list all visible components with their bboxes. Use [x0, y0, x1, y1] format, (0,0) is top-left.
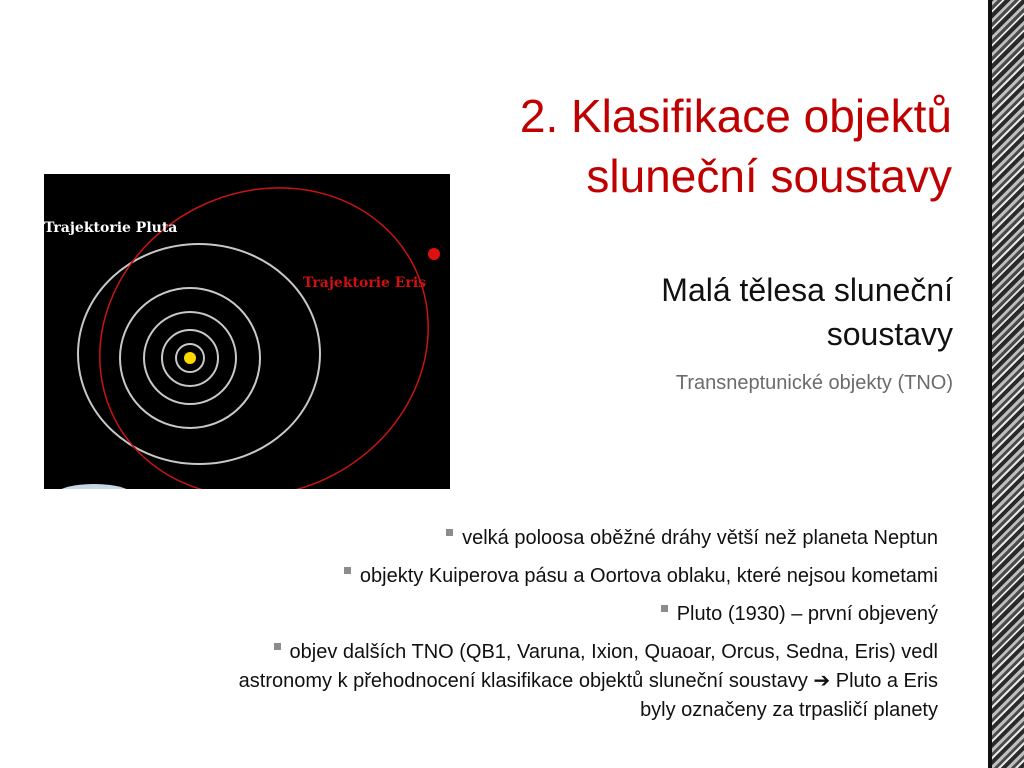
pluto-orbit	[78, 244, 320, 464]
subtitle-line-2: soustavy	[826, 316, 953, 352]
label-eris-trajectory: Trajektorie Eris	[303, 275, 427, 291]
slide-subsubtitle: Transneptunické objekty (TNO)	[675, 372, 953, 394]
bullet-marker	[661, 605, 668, 612]
title-line-2: sluneční soustavy	[586, 150, 952, 202]
slide-subtitle	[560, 268, 953, 356]
planet-edge-image	[54, 484, 134, 489]
bullet-text: objekty Kuiperova pásu a Oortova oblaku, které nejsou kometami	[359, 565, 938, 587]
subtitle-line-1: Malá tělesa sluneční	[661, 272, 953, 308]
bullet-text-line1: objev dalších TNO (QB1, Varuna, Ixion, Quaoar, Orcus, Sedna, Eris) vedl	[289, 641, 938, 663]
bullet-marker	[274, 643, 281, 650]
bullet-item	[100, 600, 938, 629]
bullet-item	[100, 638, 938, 725]
decorative-edge-strip	[988, 0, 1024, 768]
bullet-text-line2-after: Pluto a Eris	[835, 670, 938, 692]
bullet-marker	[344, 567, 351, 574]
orbit-diagram	[44, 174, 450, 489]
bullet-item	[100, 524, 938, 553]
bullet-line	[100, 638, 938, 667]
bullet-text: velká poloosa oběžné dráhy větší než planeta Neptun	[462, 527, 938, 549]
arrow-right-icon: ➔	[813, 670, 831, 692]
bullet-marker	[446, 529, 453, 536]
bullet-text: Pluto (1930) – první objevený	[676, 603, 938, 625]
bullet-line	[100, 667, 938, 696]
bullet-item	[100, 562, 938, 591]
bullet-list	[100, 524, 938, 734]
eris-marker	[428, 248, 440, 260]
bullet-text-line2-before: astronomy k přehodnocení klasifikace objektů sluneční soustavy	[238, 670, 808, 692]
bullet-line	[100, 696, 938, 725]
title-line-1: 2. Klasifikace objektů	[519, 90, 952, 142]
label-pluto-trajectory: Trajektorie Pluta	[44, 220, 178, 236]
slide-title	[380, 86, 952, 206]
sun-icon	[184, 352, 196, 364]
bullet-text-line3: byly označeny za trpasličí planety	[640, 699, 938, 721]
